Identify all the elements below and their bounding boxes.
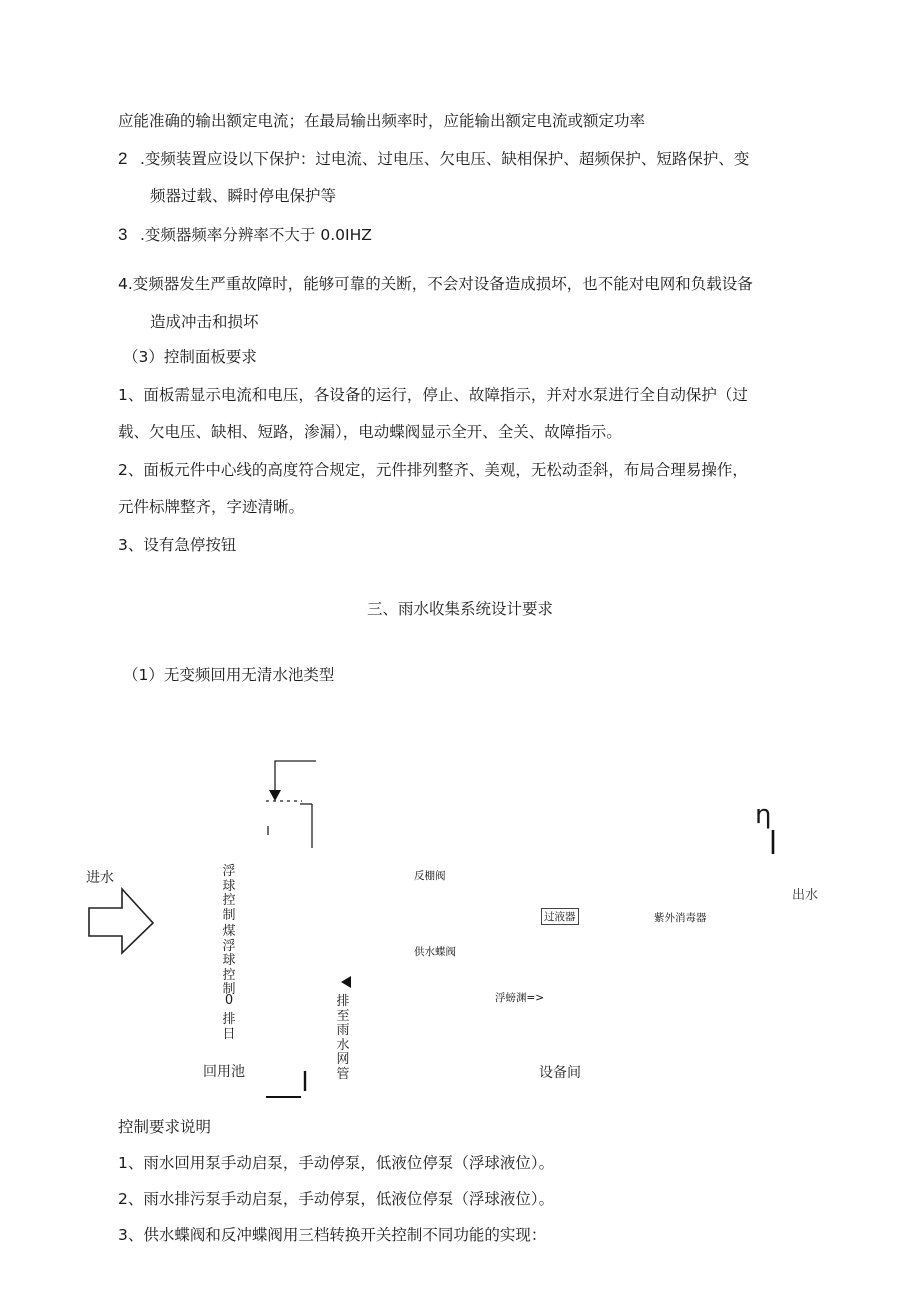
drain-pipe-label: 排至雨水网管	[336, 994, 350, 1082]
float-level-label: 浮螃渊=>	[495, 992, 545, 1004]
section-heading-control-panel: （3）控制面板要求	[123, 348, 257, 366]
paragraph-rated-current: 应能准确的输出额定电流；在最局输出频率时，应能输出额定电流或额定功率	[118, 112, 646, 130]
down-arrow-icon	[269, 790, 281, 801]
supply-valve-label: 供水蝶阀	[414, 946, 456, 958]
paragraph-fault-line2: 造成冲击和损坏	[150, 313, 259, 331]
paragraph-protection-line2: 频器过载、瞬时停电保护等	[150, 187, 337, 205]
uv-sterilizer-label: 紫外消毒器	[654, 912, 707, 924]
zero-label: 0	[224, 993, 234, 1008]
item-number-3: 3	[118, 225, 128, 244]
eta-glyph: η	[755, 800, 772, 830]
section-subtitle: （1）无变频回用无清水池类型	[123, 666, 335, 684]
inlet-label: 进水	[86, 870, 114, 886]
paragraph-panel-layout-line1: 2、面板元件中心线的高度符合规定，元件排列整齐、美观，无松动歪斜，布局合理易操作，	[118, 461, 748, 479]
requirement-1: 1、雨水回用泵手动启泵，手动停泵，低液位停泵（浮球液位）。	[118, 1154, 555, 1172]
paragraph-protection-line1: .变频装置应设以下保护：过电流、过电压、欠电压、缺相保护、超频保护、短路保护、变	[140, 150, 750, 168]
equipment-room-label: 设备间	[539, 1065, 581, 1081]
outlet-label: 出水	[792, 888, 819, 903]
control-requirements-title: 控制要求说明	[118, 1118, 212, 1136]
paragraph-panel-display-line2: 载、欠电压、缺相、短路，渗漏），电动蝶阀显示全开、全关、故障指示。	[118, 423, 622, 441]
section-title: 三、雨水收集系统设计要求	[366, 600, 553, 618]
left-arrow-icon	[341, 976, 351, 988]
paragraph-fault-line1: 4.变频器发生严重故障时，能够可靠的关断，不会对设备造成损坏，也不能对电网和负载设备	[118, 275, 753, 293]
paragraph-emergency-stop: 3、设有急停按钮	[118, 536, 237, 554]
item-number-2: 2	[118, 149, 128, 168]
inlet-arrow-icon	[89, 889, 153, 953]
paragraph-frequency-resolution: .变频器频率分辨率不大于 0.0IHZ	[140, 226, 372, 244]
float-control-label-2: 煤浮球控制	[222, 924, 236, 998]
paragraph-panel-layout-line2: 元件标牌整齐，字迹清晰。	[118, 498, 305, 516]
requirement-3: 3、供水蝶阀和反冲蝶阀用三档转换开关控制不同功能的实现：	[118, 1226, 547, 1244]
filter-label: 过液器	[541, 908, 579, 925]
drain-out-label: 排日	[222, 1012, 236, 1042]
reuse-pool-label: 回用池	[203, 1064, 245, 1080]
float-control-label: 浮球控制	[222, 864, 236, 923]
backwash-valve-label: 反棚阀	[414, 870, 446, 882]
requirement-2: 2、雨水排污泵手动启泵，手动停泵，低液位停泵（浮球液位）。	[118, 1190, 555, 1208]
paragraph-panel-display-line1: 1、面板需显示电流和电压，各设备的运行，停止、故障指示，并对水泵进行全自动保护（过	[118, 386, 748, 404]
inlet-pipe-line	[275, 761, 316, 792]
